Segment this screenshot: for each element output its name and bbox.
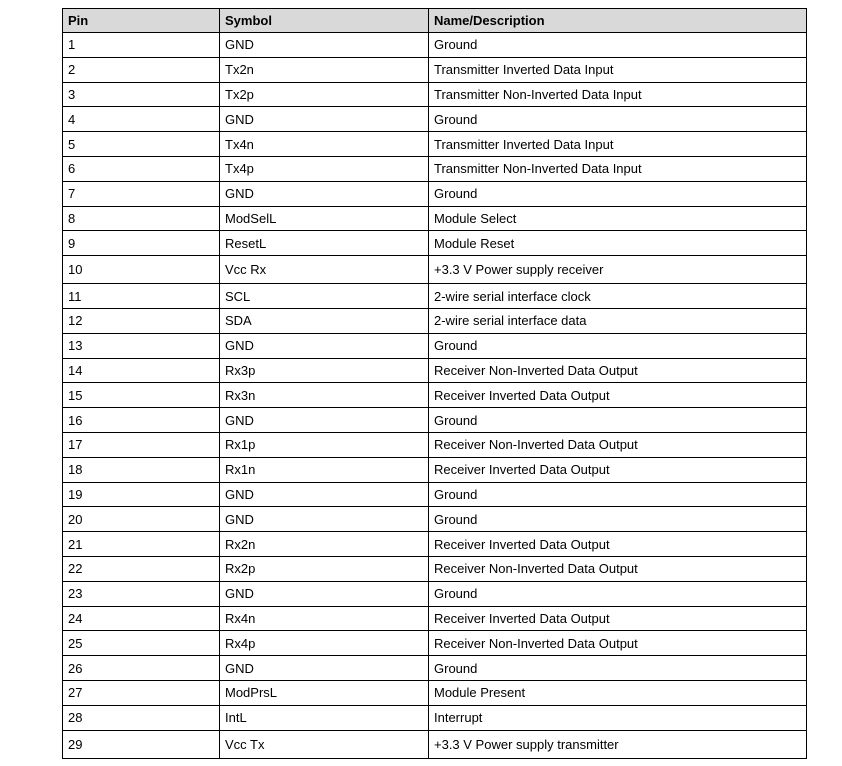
- pin-cell: 16: [63, 408, 220, 433]
- description-cell: Module Reset: [429, 231, 807, 256]
- symbol-cell: Rx2p: [220, 556, 429, 581]
- symbol-cell: GND: [220, 581, 429, 606]
- description-cell: Ground: [429, 656, 807, 681]
- description-cell: 2-wire serial interface clock: [429, 284, 807, 309]
- symbol-cell: GND: [220, 656, 429, 681]
- table-row: [63, 57, 807, 82]
- description-cell: 2-wire serial interface data: [429, 308, 807, 333]
- pin-cell: 18: [63, 457, 220, 482]
- table-row: [63, 532, 807, 557]
- description-cell: Ground: [429, 581, 807, 606]
- symbol-cell: Tx4p: [220, 156, 429, 181]
- pin-cell: 4: [63, 107, 220, 132]
- symbol-cell: Tx2p: [220, 82, 429, 107]
- pin-cell: 21: [63, 532, 220, 557]
- pin-assignment-table: [62, 8, 807, 759]
- pin-cell: 27: [63, 680, 220, 705]
- description-cell: Receiver Non-Inverted Data Output: [429, 358, 807, 383]
- table-row: [63, 705, 807, 730]
- symbol-cell: ResetL: [220, 231, 429, 256]
- pin-cell: 20: [63, 507, 220, 532]
- table-row: [63, 82, 807, 107]
- description-cell: Ground: [429, 408, 807, 433]
- description-cell: Interrupt: [429, 705, 807, 730]
- description-cell: Transmitter Inverted Data Input: [429, 132, 807, 157]
- table-row: [63, 181, 807, 206]
- table-row: [63, 730, 807, 758]
- pin-cell: 9: [63, 231, 220, 256]
- table-row: [63, 206, 807, 231]
- symbol-cell: Rx2n: [220, 532, 429, 557]
- pin-cell: 28: [63, 705, 220, 730]
- description-cell: Receiver Non-Inverted Data Output: [429, 631, 807, 656]
- pin-cell: 29: [63, 730, 220, 758]
- table-row: [63, 358, 807, 383]
- pin-cell: 22: [63, 556, 220, 581]
- pin-cell: 5: [63, 132, 220, 157]
- pin-cell: 26: [63, 656, 220, 681]
- table-row: [63, 556, 807, 581]
- description-cell: Receiver Non-Inverted Data Output: [429, 432, 807, 457]
- symbol-cell: GND: [220, 408, 429, 433]
- symbol-cell: Rx3p: [220, 358, 429, 383]
- symbol-cell: IntL: [220, 705, 429, 730]
- pin-cell: 17: [63, 432, 220, 457]
- pin-cell: 2: [63, 57, 220, 82]
- pin-cell: 3: [63, 82, 220, 107]
- description-cell: Transmitter Inverted Data Input: [429, 57, 807, 82]
- pin-cell: 15: [63, 383, 220, 408]
- table-row: [63, 383, 807, 408]
- description-cell: Ground: [429, 107, 807, 132]
- pin-cell: 6: [63, 156, 220, 181]
- description-cell: Ground: [429, 507, 807, 532]
- description-cell: Module Select: [429, 206, 807, 231]
- description-cell: Receiver Inverted Data Output: [429, 457, 807, 482]
- pin-cell: 12: [63, 308, 220, 333]
- symbol-cell: Rx4n: [220, 606, 429, 631]
- description-cell: Module Present: [429, 680, 807, 705]
- table-row: [63, 631, 807, 656]
- table-body: [63, 33, 807, 759]
- description-cell: +3.3 V Power supply receiver: [429, 256, 807, 284]
- symbol-cell: SCL: [220, 284, 429, 309]
- table-row: [63, 432, 807, 457]
- symbol-cell: Tx2n: [220, 57, 429, 82]
- table-row: [63, 284, 807, 309]
- header-pin: Pin: [63, 9, 220, 33]
- description-cell: Receiver Inverted Data Output: [429, 383, 807, 408]
- table-row: [63, 156, 807, 181]
- header-row: [63, 9, 807, 33]
- table-row: [63, 482, 807, 507]
- table-row: [63, 656, 807, 681]
- description-cell: Receiver Non-Inverted Data Output: [429, 556, 807, 581]
- table-row: [63, 408, 807, 433]
- symbol-cell: GND: [220, 507, 429, 532]
- header-symbol: Symbol: [220, 9, 429, 33]
- table-row: [63, 308, 807, 333]
- description-cell: Ground: [429, 181, 807, 206]
- symbol-cell: ModPrsL: [220, 680, 429, 705]
- pin-cell: 23: [63, 581, 220, 606]
- symbol-cell: GND: [220, 482, 429, 507]
- table-row: [63, 256, 807, 284]
- table-row: [63, 333, 807, 358]
- symbol-cell: GND: [220, 333, 429, 358]
- symbol-cell: SDA: [220, 308, 429, 333]
- table-row: [63, 680, 807, 705]
- symbol-cell: Vcc Tx: [220, 730, 429, 758]
- symbol-cell: Rx4p: [220, 631, 429, 656]
- pin-cell: 10: [63, 256, 220, 284]
- table-row: [63, 33, 807, 58]
- table-row: [63, 457, 807, 482]
- symbol-cell: Tx4n: [220, 132, 429, 157]
- symbol-cell: Rx3n: [220, 383, 429, 408]
- symbol-cell: Vcc Rx: [220, 256, 429, 284]
- table-row: [63, 107, 807, 132]
- symbol-cell: GND: [220, 33, 429, 58]
- pin-cell: 24: [63, 606, 220, 631]
- description-cell: Receiver Inverted Data Output: [429, 606, 807, 631]
- description-cell: Transmitter Non-Inverted Data Input: [429, 156, 807, 181]
- pin-cell: 7: [63, 181, 220, 206]
- symbol-cell: ModSelL: [220, 206, 429, 231]
- pin-cell: 19: [63, 482, 220, 507]
- description-cell: Transmitter Non-Inverted Data Input: [429, 82, 807, 107]
- symbol-cell: GND: [220, 107, 429, 132]
- pin-cell: 1: [63, 33, 220, 58]
- description-cell: Ground: [429, 482, 807, 507]
- table-row: [63, 507, 807, 532]
- symbol-cell: GND: [220, 181, 429, 206]
- table-row: [63, 581, 807, 606]
- header-description: Name/Description: [429, 9, 807, 33]
- symbol-cell: Rx1p: [220, 432, 429, 457]
- pin-cell: 14: [63, 358, 220, 383]
- pin-cell: 11: [63, 284, 220, 309]
- table-row: [63, 231, 807, 256]
- description-cell: Ground: [429, 333, 807, 358]
- description-cell: Ground: [429, 33, 807, 58]
- pin-cell: 25: [63, 631, 220, 656]
- table-row: [63, 132, 807, 157]
- pin-cell: 13: [63, 333, 220, 358]
- pin-cell: 8: [63, 206, 220, 231]
- description-cell: Receiver Inverted Data Output: [429, 532, 807, 557]
- symbol-cell: Rx1n: [220, 457, 429, 482]
- table-header: [63, 9, 807, 33]
- table-row: [63, 606, 807, 631]
- description-cell: +3.3 V Power supply transmitter: [429, 730, 807, 758]
